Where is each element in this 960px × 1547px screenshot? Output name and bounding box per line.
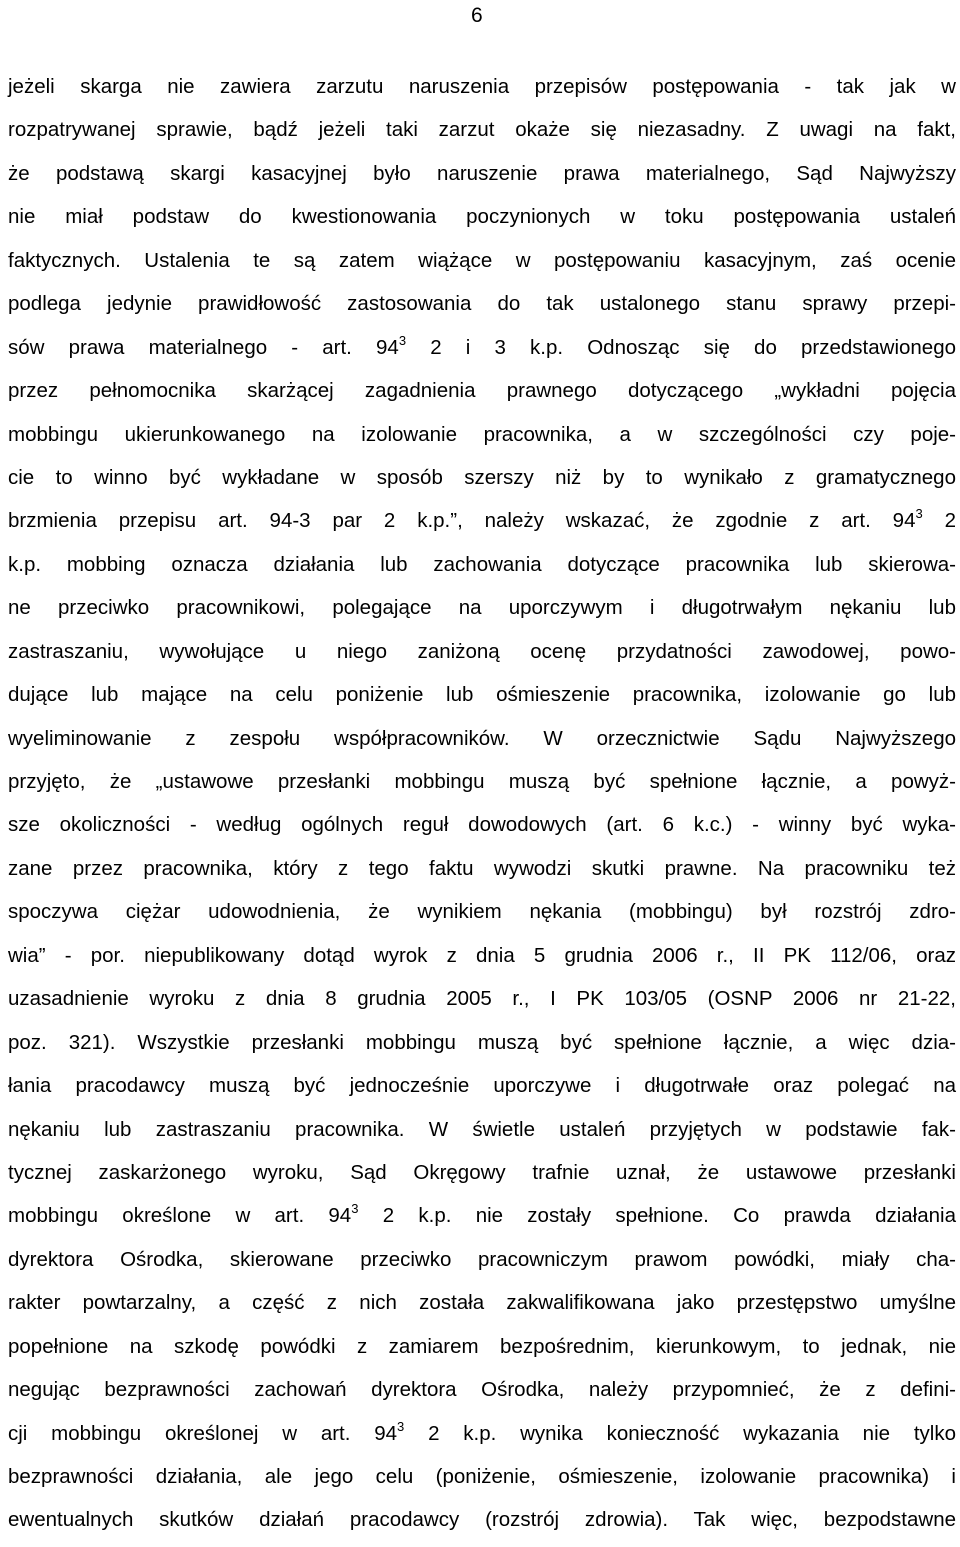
text-line: nie miał podstaw do kwestionowania poczynionych w toku postępowania ustaleń: [8, 205, 956, 229]
text-line: jeżeli skarga nie zawiera zarzutu naruszenia przepisów postępowania - tak jak w: [8, 75, 956, 98]
text-line: cie to winno być wykładane w sposób szerszy niż by to wynikało z gramatycznego: [8, 465, 956, 489]
text-line: wyeliminowanie z zespołu współpracowników. W orzecznictwie Sądu Najwyższego: [8, 726, 956, 750]
text-line: negując bezprawności zachowań dyrektora Ośrodka, należy przypomnieć, że z defini-: [8, 1378, 956, 1402]
text-line: uzasadnienie wyroku z dnia 8 grudnia 2005 r., I PK 103/05 (OSNP 2006 nr 21-22,: [8, 987, 956, 1011]
text-line: [8, 1199, 956, 1242]
text-line: nękaniu lub zastraszaniu pracownika. W świetle ustaleń przyjętych w podstawie fak-: [8, 1117, 956, 1141]
text-line: mobbingu ukierunkowanego na izolowanie pracownika, a w szczególności czy poje-: [8, 422, 956, 446]
page-number: 6: [471, 4, 483, 27]
text-line: popełnione na szkodę powódki z zamiarem bezpośrednim, kierunkowym, to jednak, nie: [8, 1334, 956, 1358]
text-line: k.p. mobbing oznacza działania lub zachowania dotyczące pracownika lub skierowa-: [8, 552, 956, 576]
text-line: przez pełnomocnika skarżącej zagadnienia prawnego dotyczącego „wykładni pojęcia: [8, 379, 956, 403]
text-line: dujące lub mające na celu poniżenie lub ośmieszenie pracownika, izolowanie go lub: [8, 683, 956, 707]
superscript: 3: [398, 332, 407, 348]
text-line: rozpatrywanej sprawie, bądź jeżeli taki zarzut okaże się niezasadny. Z uwagi na fakt,: [8, 118, 956, 142]
text-line: podlega jedynie prawidłowość zastosowania do tak ustalonego stanu sprawy przepi-: [8, 292, 956, 316]
text-line: że podstawą skargi kasacyjnej było naruszenie prawa materialnego, Sąd Najwyższy: [8, 161, 956, 185]
superscript: 3: [397, 1418, 405, 1434]
text-line: [8, 331, 956, 374]
text-line: przyjęto, że „ustawowe przesłanki mobbingu muszą być spełnione łącznie, a powyż-: [8, 770, 956, 793]
text-line: faktycznych. Ustalenia te są zatem wiążące w postępowaniu kasacyjnym, zaś ocenie: [8, 248, 956, 272]
text-segment: 2 k.p. nie zostały spełnione. Co prawda działania: [358, 1204, 956, 1228]
text-line: ne przeciwko pracownikowi, polegające na uporczywym i długotrwałym nękaniu lub: [8, 596, 956, 620]
text-line: zane przez pracownika, który z tego faktu wywodzi skutki prawne. Na pracowniku też: [8, 856, 956, 880]
text-segment: brzmienia przepisu art. 94-3 par 2 k.p.”, należy wskazać, że zgodnie z art. 94: [8, 509, 916, 533]
text-line: [8, 1417, 956, 1460]
text-segment: sów prawa materialnego - art. 94: [8, 335, 399, 359]
superscript: 3: [915, 506, 923, 522]
text-segment: cji mobbingu określonej w art. 94: [8, 1421, 398, 1445]
text-line: zastraszaniu, wywołujące u niego zaniżoną ocenę przydatności zawodowej, powo-: [8, 639, 956, 663]
text-segment: mobbingu określone w art. 94: [8, 1204, 352, 1228]
text-line: bezprawności działania, ale jego celu (poniżenie, ośmieszenie, izolowanie pracownika) i: [8, 1465, 956, 1488]
text-line: [8, 504, 956, 547]
document-body: [8, 70, 956, 1547]
text-segment: 2 i 3 k.p. Odnosząc się do przedstawionego: [406, 335, 956, 359]
text-line: dyrektora Ośrodka, skierowane przeciwko pracowniczym prawom powódki, miały cha-: [8, 1247, 956, 1271]
text-line: tycznej zaskarżonego wyroku, Sąd Okręgowy trafnie uznał, że ustawowe przesłanki: [8, 1160, 956, 1184]
text-segment: 2 k.p. wynika konieczność wykazania nie tylko: [404, 1421, 956, 1445]
text-line: sze okoliczności - według ogólnych reguł dowodowych (art. 6 k.c.) - winny być wyka-: [8, 813, 956, 837]
text-line: łania pracodawcy muszą być jednocześnie uporczywe i długotrwałe oraz polegać na: [8, 1074, 956, 1098]
text-line: rakter powtarzalny, a część z nich została zakwalifikowana jako przestępstwo umyślne: [8, 1291, 956, 1315]
superscript: 3: [351, 1201, 359, 1217]
text-line: spoczywa ciężar udowodnienia, że wynikiem nękania (mobbingu) był rozstrój zdro-: [8, 900, 956, 924]
text-line: wia” - por. niepublikowany dotąd wyrok z dnia 5 grudnia 2006 r., II PK 112/06, oraz: [8, 943, 956, 967]
text-segment: 2: [922, 509, 956, 533]
text-line: poz. 321). Wszystkie przesłanki mobbingu muszą być spełnione łącznie, a więc dzia-: [8, 1030, 956, 1054]
text-line: ewentualnych skutków działań pracodawcy (rozstrój zdrowia). Tak więc, bezpodstawne: [8, 1508, 956, 1532]
